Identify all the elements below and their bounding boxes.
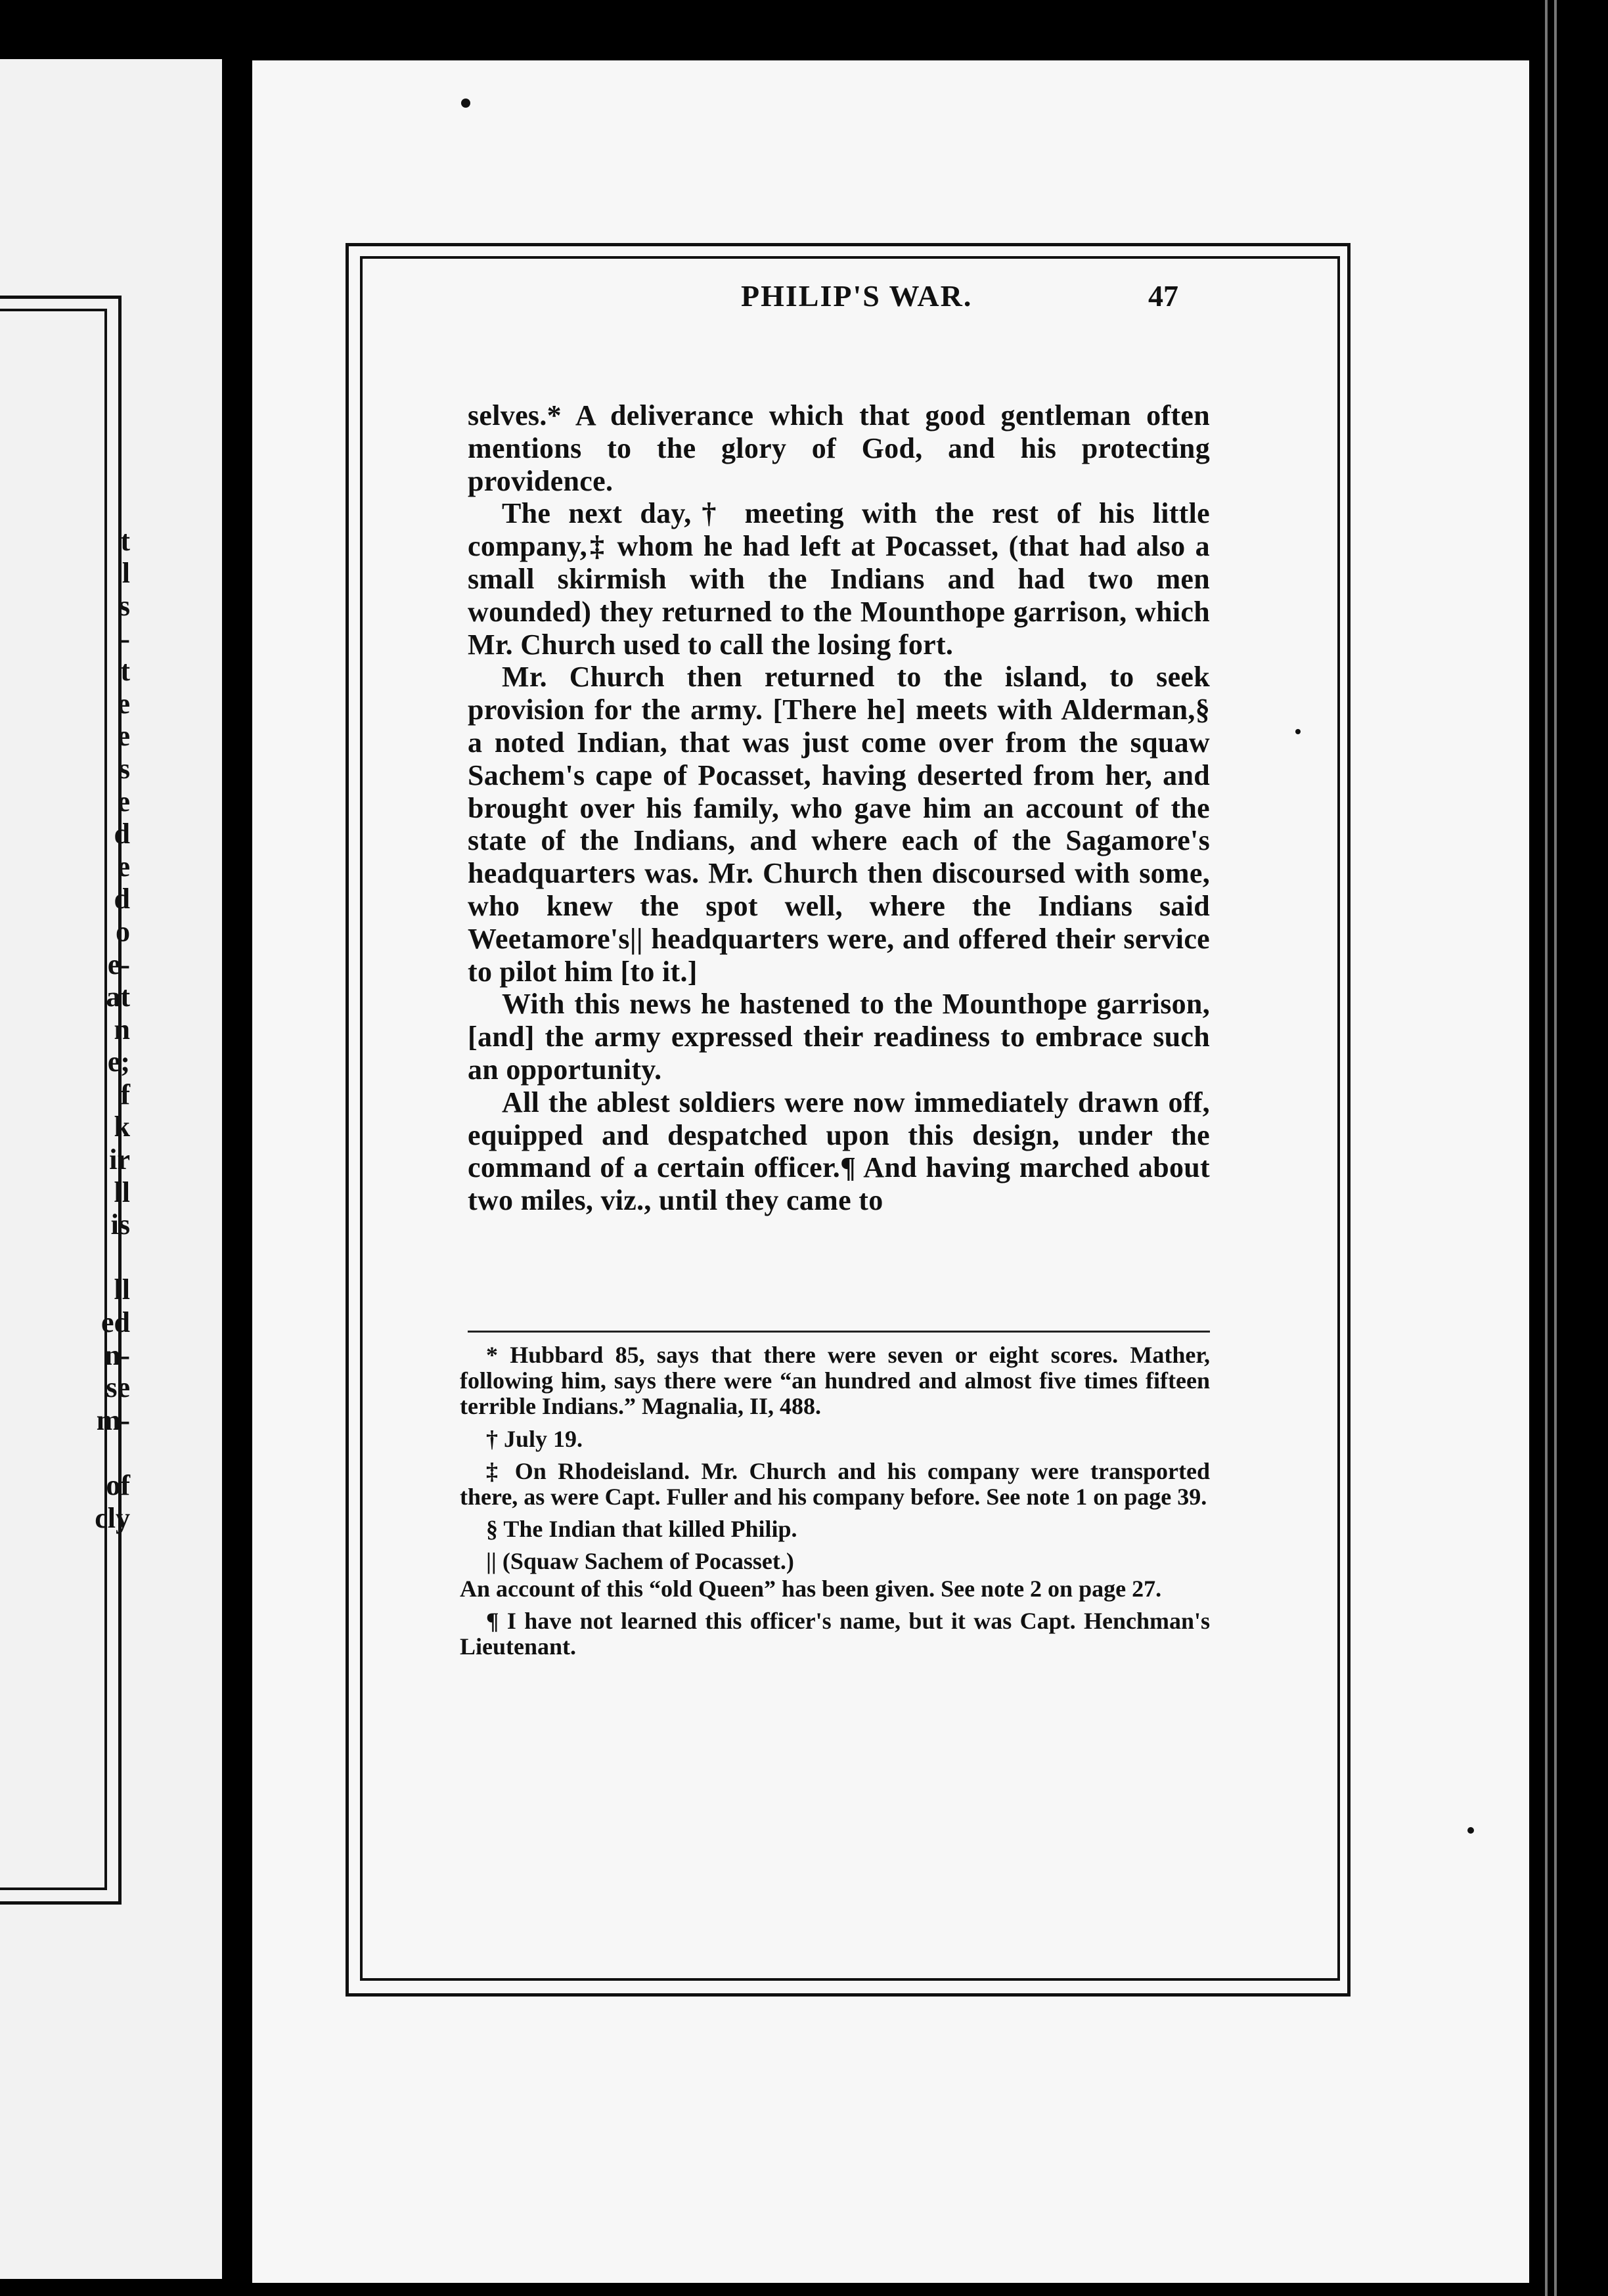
paragraph: All the ablest soldiers were now immediately drawn off, equipped and despatched upon this design, under the command of a certain officer.¶ And having marched about two miles, viz., until they came to <box>468 1086 1210 1217</box>
scan-edge-line <box>1545 0 1548 2296</box>
left-page-text-fragments: t l s - t e e s e d e d o e- at n e; f k ir ll is ll ed n- se m- of cly <box>95 524 130 1534</box>
running-head <box>213 278 1211 318</box>
footnote: An account of this “old Queen” has been given. See note 2 on page 27. <box>460 1575 1162 1602</box>
ink-speck <box>461 99 470 108</box>
ink-speck <box>1467 1827 1474 1834</box>
footnote: || (Squaw Sachem of Pocasset.) <box>486 1548 794 1575</box>
paragraph: The next day,† meeting with the rest of his little company,‡ whom he had left at Pocasset, (that had also a small skirmish with the Indians and had two men wounded) they returned to the Mounthope garrison, which Mr. Church used to call the losing fort. <box>468 497 1210 661</box>
footnotes <box>460 1342 1210 1666</box>
left-page-edge <box>0 59 222 2279</box>
footnote: ‡ On Rhodeisland. Mr. Church and his company were transported there, as were Capt. Fuller and his company before. See note 1 on page 39. <box>460 1457 1210 1511</box>
footnote: * Hubbard 85, says that there were seven or eight scores. Mather, following him, says there were “an hundred and almost five times fifteen terrible Indians.” Magnalia, II, 488. <box>460 1342 1210 1420</box>
scan-edge-line <box>1554 0 1557 2296</box>
body-text <box>468 399 1210 1217</box>
footnote: ¶ I have not learned this officer's name, but it was Capt. Henchman's Lieutenant. <box>460 1607 1210 1660</box>
paragraph: selves.* A deliverance which that good gentleman often mentions to the glory of God, and his protecting providence. <box>468 399 1210 497</box>
paragraph: Mr. Church then returned to the island, to seek provision for the army. [There he] meets with Alderman,§ a noted Indian, that was just come over from the squaw Sachem's cape of Pocasset, having deserted from her, and brought over his family, who gave him an account of the state of the Indians, and where each of the Sagamore's headquarters was. Mr. Church then discoursed with some, who knew the spot well, where the Indians said Weetamore's|| headquarters were, and offered their service to pilot him [to it.] <box>468 661 1210 988</box>
footnote-rule <box>468 1331 1210 1333</box>
footnote: † July 19. <box>486 1425 583 1452</box>
paragraph: With this news he hastened to the Mounthope garrison, [and] the army expressed their readiness to embrace such an opportunity. <box>468 988 1210 1086</box>
page-number: 47 <box>1148 279 1178 313</box>
running-title: PHILIP'S WAR. <box>741 279 973 313</box>
footnote: § The Indian that killed Philip. <box>486 1516 797 1543</box>
